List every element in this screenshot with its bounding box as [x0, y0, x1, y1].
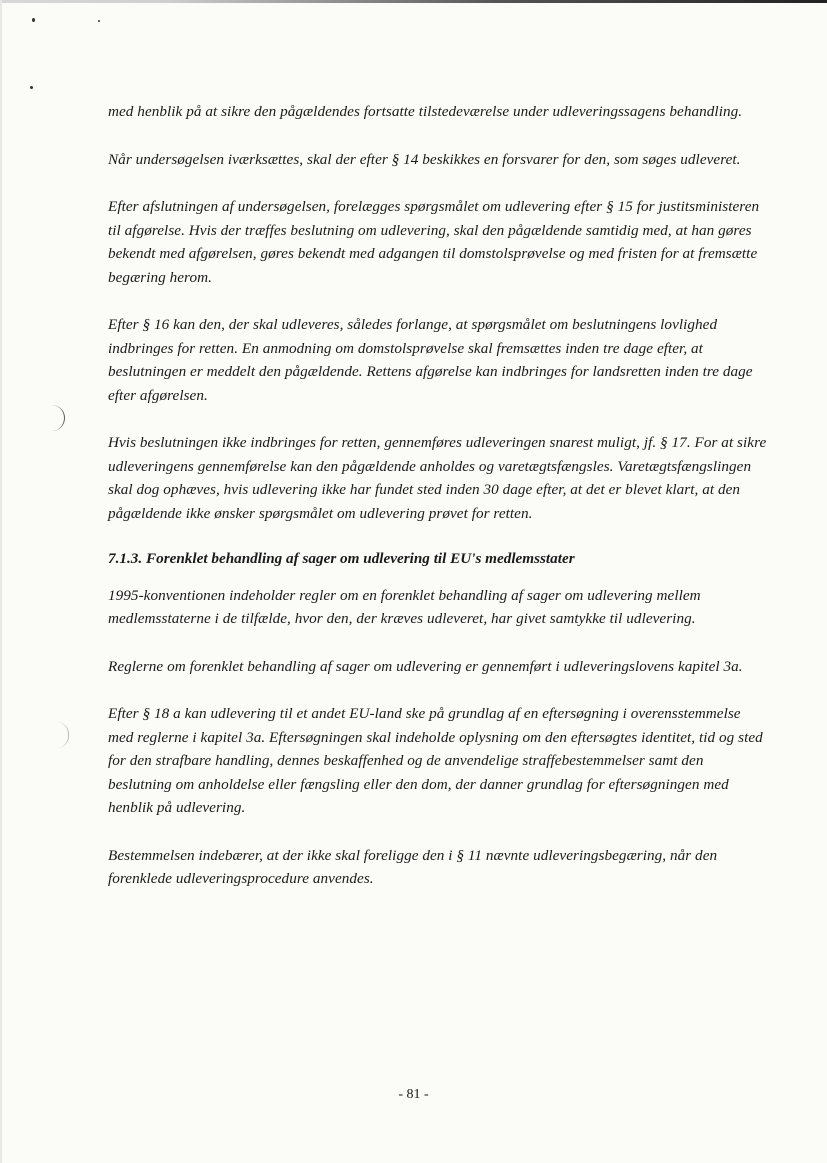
body-paragraph: Reglerne om forenklet behandling af sager om udlevering er gennemført i udleveringslovens kapitel 3a. — [108, 657, 743, 675]
body-paragraph: 1995-konventionen indeholder regler om en forenklet behandling af sager om udlevering mellem medlemsstaterne i de tilfælde, hvor den, der kræves udleveret, har givet samtykke til udlevering. — [108, 586, 701, 627]
document-page — [108, 100, 768, 891]
scan-left-edge — [0, 0, 2, 1163]
body-paragraph: Efter § 16 kan den, der skal udleveres, således forlange, at spørgsmålet om beslutningens lovlighed indbringes for retten. En anmodning om domstolsprøvelse skal fremsættes inden tre dage efter, at beslutningen er meddelt den pågældende. Rettens afgørelse kan indbringes for landsretten inden tre dage efter afgørelsen. — [108, 316, 753, 404]
body-paragraph: med henblik på at sikre den pågældendes fortsatte tilstedeværelse under udleveringssagens behandling. — [108, 103, 743, 120]
body-paragraph: Bestemmelsen indebærer, at der ikke skal foreligge den i § 11 nævnte udleveringsbegæring, når den forenklede udleveringsprocedure anvendes. — [108, 846, 718, 887]
body-paragraph: Når undersøgelsen iværksættes, skal der efter § 14 beskikkes en forsvarer for den, som søges udleveret. — [108, 150, 741, 168]
section-heading: 7.1.3. Forenklet behandling af sager om udlevering til EU's medlemsstater — [108, 550, 575, 567]
scan-speck — [32, 18, 35, 22]
body-paragraph: Efter § 18 a kan udlevering til et andet EU-land ske på grundlag af en eftersøgning i overensstemmelse med reglerne i kapitel 3a. Eftersøgningen skal indeholde oplysning om den eftersøgtes identitet, tid og sted for den strafbare handling, dennes beskaffenhed og de anvendelige straffebestemmelser samt den beslutning om anholdelse eller fængsling eller den dom, der danner grundlag for eftersøgningen med henblik på udlevering. — [108, 705, 763, 816]
scan-speck — [30, 86, 33, 89]
page-number: - 81 - — [398, 1087, 429, 1102]
scan-margin-mark — [56, 722, 69, 748]
body-paragraph: Efter afslutningen af undersøgelsen, forelægges spørgsmålet om udlevering efter § 15 for justitsministeren til afgørelse. Hvis der træffes beslutning om udlevering, skal den pågældende samtidig med, at han gøres bekendt med afgørelsen, gøres bekendt med adgangen til domstolsprøvelse og med fristen for at fremsætte begæring herom. — [108, 198, 760, 286]
scan-top-rule — [0, 0, 827, 3]
scan-margin-mark — [50, 405, 65, 431]
body-paragraph: Hvis beslutningen ikke indbringes for retten, gennemføres udleveringen snarest muligt, jf. § 17. For at sikre udleveringens gennemførelse kan den pågældende anholdes og varetægtsfængsles. Varetægtsfængslingen skal dog ophæves, hvis udlevering ikke har fundet sted inden 30 dage efter, at det er blevet klart, at den pågældende ikke ønsker spørgsmålet om udlevering prøvet for retten. — [108, 434, 767, 522]
scan-speck — [98, 20, 100, 22]
